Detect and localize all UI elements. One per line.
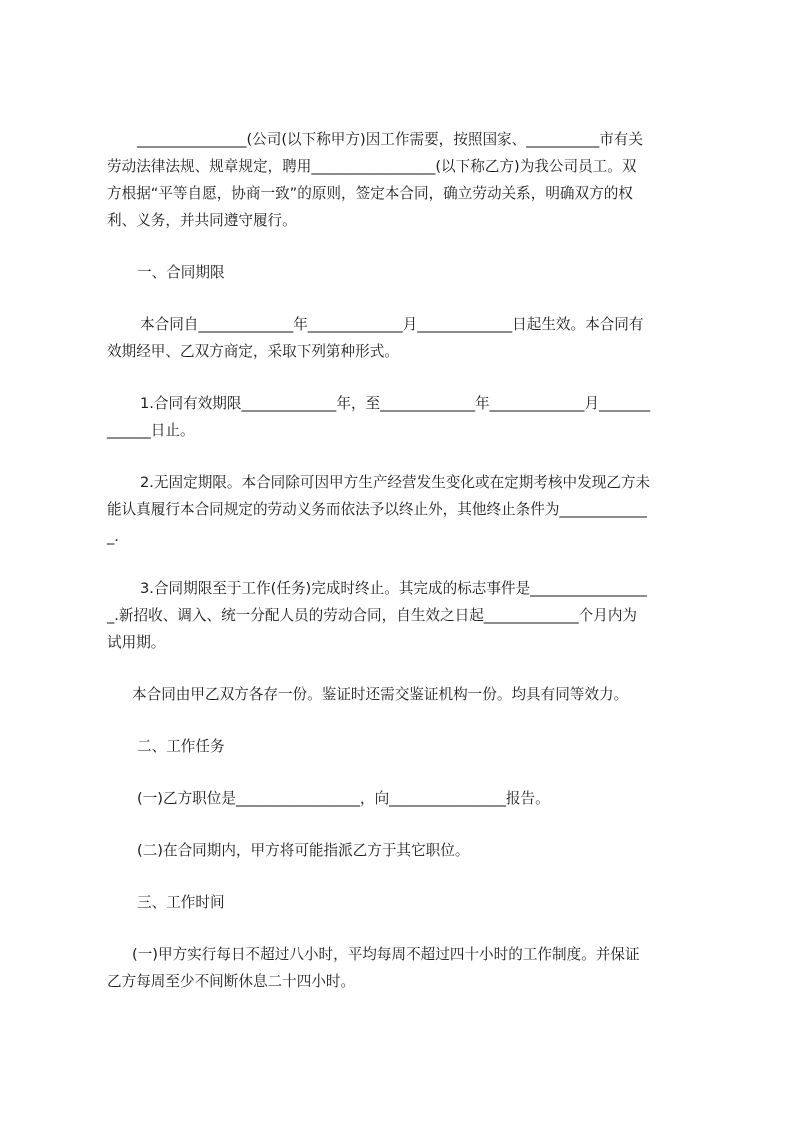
section-heading-hours	[107, 889, 699, 916]
text-line: 3.合同期限至于工作(任务)完成时终止。其完成的标志事件是________________	[140, 580, 647, 597]
section-heading: 一、合同期限	[137, 264, 225, 281]
intro-paragraph	[107, 126, 699, 234]
text-line: _______________(公司(以下称甲方)因工作需要，按照国家、__________市有关	[137, 131, 643, 148]
text-line: 利、义务，并共同遵守履行。	[107, 212, 297, 229]
document-page	[107, 126, 699, 995]
text-line: 1.合同有效期限_____________年，至_____________年_____________月_______	[140, 395, 651, 412]
text-line: 本合同由甲乙双方各存一份。鉴证时还需交鉴证机构一份。均具有同等效力。	[132, 686, 629, 703]
term-item-3	[107, 575, 699, 656]
text-line: 乙方每周至少不间断休息二十四小时。	[107, 973, 356, 990]
section-heading-term	[107, 259, 699, 286]
text-line: 2.无固定期限。本合同除可因甲方生产经营发生变化或在定期考核中发现乙方未	[140, 474, 651, 491]
text-line: 方根据“平等自愿，协商一致”的原则，签定本合同，确立劳动关系，明确双方的权	[107, 185, 633, 202]
task-item-1	[107, 785, 699, 812]
copies-paragraph	[107, 681, 699, 708]
text-line: 能认真履行本合同规定的劳动义务而依法予以终止外，其他终止条件为____________	[107, 501, 647, 518]
task-item-2	[107, 837, 699, 864]
hours-item-1	[107, 941, 699, 995]
section-heading: 二、工作任务	[137, 738, 225, 755]
text-line: (二)在合同期内，甲方将可能指派乙方于其它职位。	[137, 842, 470, 859]
section-heading: 三、工作时间	[137, 894, 225, 911]
text-line: _.	[107, 528, 119, 545]
term-item-2	[107, 469, 699, 550]
text-line: (一)乙方职位是_________________，向________________报告。	[137, 790, 550, 807]
text-line: (一)甲方实行每日不超过八小时，平均每周不超过四十小时的工作制度。并保证	[132, 946, 640, 963]
section-heading-task	[107, 733, 699, 760]
text-line: _.新招收、调入、统一分配人员的劳动合同，自生效之日起_____________个月内为	[107, 607, 638, 624]
text-line: 本合同自_____________年_____________月_____________日起生效。本合同有	[140, 316, 644, 333]
text-line: 效期经甲、乙双方商定，采取下列第种形式。	[107, 343, 399, 360]
term-item-1	[107, 390, 699, 444]
text-line: 试用期。	[107, 634, 166, 651]
text-line: 劳动法律法规、规章规定，聘用_________________(以下称乙方)为我公司员工。双	[107, 158, 637, 175]
term-paragraph	[107, 311, 699, 365]
text-line: ______日止。	[107, 422, 195, 439]
